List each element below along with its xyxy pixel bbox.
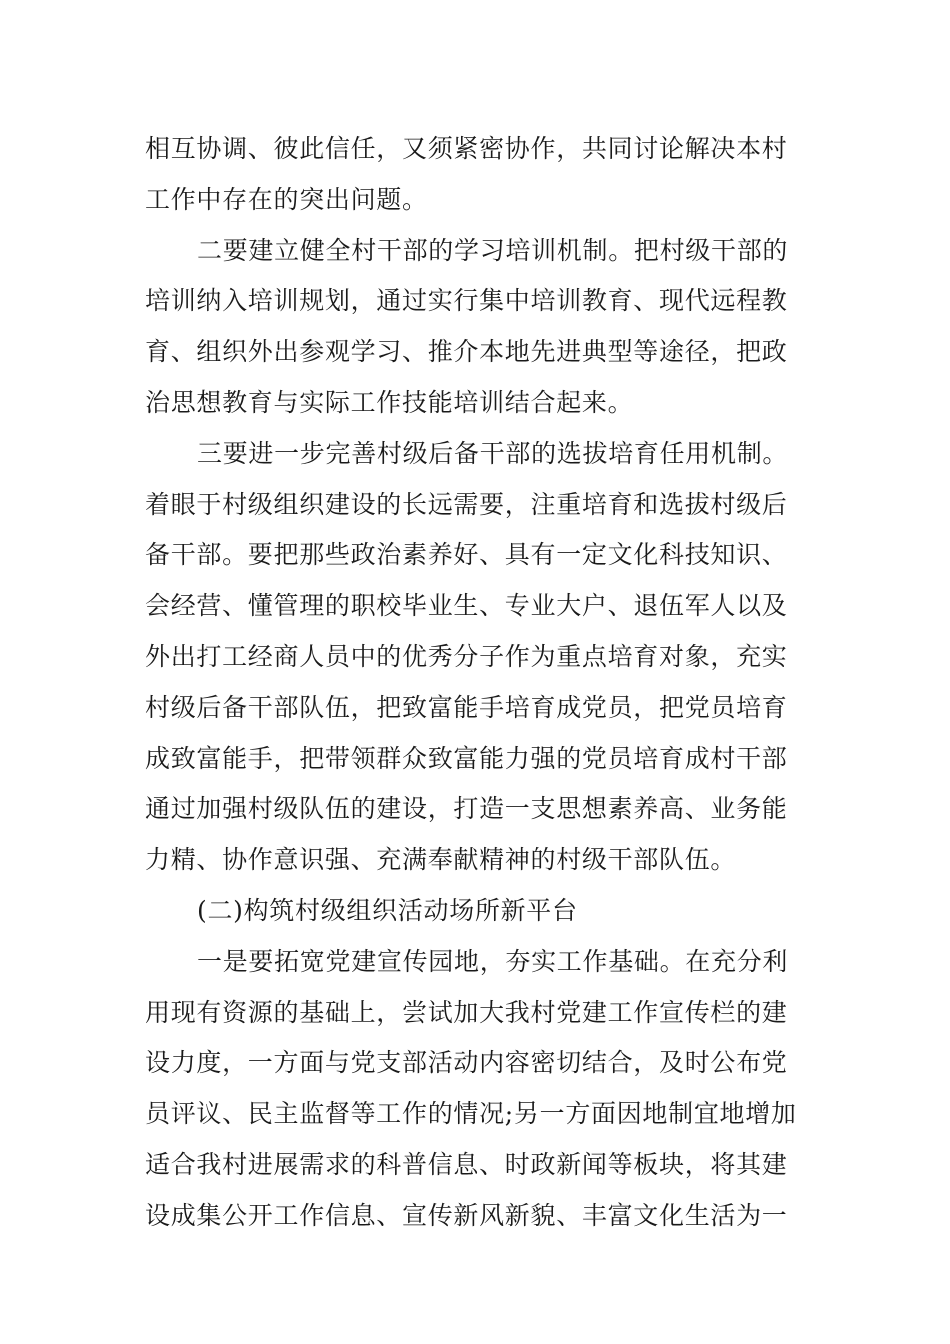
body-text [145, 124, 810, 1242]
text-line: 着眼于村级组织建设的长远需要，注重培育和选拔村级后 [145, 489, 788, 519]
text-line: 相互协调、彼此信任，又须紧密协作，共同讨论解决本村 [145, 134, 788, 163]
text-line: 育、组织外出参观学习、推介本地先进典型等途径，把政 [145, 337, 788, 367]
text-line: (二)构筑村级组织活动场所新平台 [197, 895, 578, 925]
text-line: 力精、协作意识强、充满奉献精神的村级干部队伍。 [145, 845, 737, 875]
text-line: 三要进一步完善村级后备干部的选拔培育任用机制。 [197, 438, 789, 468]
text-line: 会经营、懂管理的职校毕业生、专业大户、退伍军人以及 [145, 591, 788, 621]
text-line: 通过加强村级队伍的建设，打造一支思想素养高、业务能 [145, 794, 788, 824]
text-line: 适合我村进展需求的科普信息、时政新闻等板块，将其建 [145, 1149, 788, 1179]
text-line: 培训纳入培训规划，通过实行集中培训教育、现代远程教 [145, 286, 788, 316]
text-line: 设成集公开工作信息、宣传新风新貌、丰富文化生活为一 [145, 1200, 788, 1230]
text-line: 外出打工经商人员中的优秀分子作为重点培育对象，充实 [145, 641, 788, 671]
text-line: 员评议、民主监督等工作的情况;另一方面因地制宜地增加 [145, 1099, 797, 1129]
text-line: 一是要拓宽党建宣传园地，夯实工作基础。在充分利 [197, 946, 789, 976]
text-line: 村级后备干部队伍，把致富能手培育成党员，把党员培育 [145, 692, 788, 722]
text-line: 用现有资源的基础上，尝试加大我村党建工作宣传栏的建 [145, 997, 788, 1027]
text-line: 设力度，一方面与党支部活动内容密切结合，及时公布党 [145, 1048, 788, 1078]
text-line: 备干部。要把那些政治素养好、具有一定文化科技知识、 [145, 540, 788, 570]
text-line: 工作中存在的突出问题。 [145, 184, 428, 214]
text-line: 成致富能手，把带领群众致富能力强的党员培育成村干部 [145, 743, 788, 773]
text-line: 治思想教育与实际工作技能培训结合起来。 [145, 387, 634, 417]
text-line: 二要建立健全村干部的学习培训机制。把村级干部的 [197, 235, 789, 265]
